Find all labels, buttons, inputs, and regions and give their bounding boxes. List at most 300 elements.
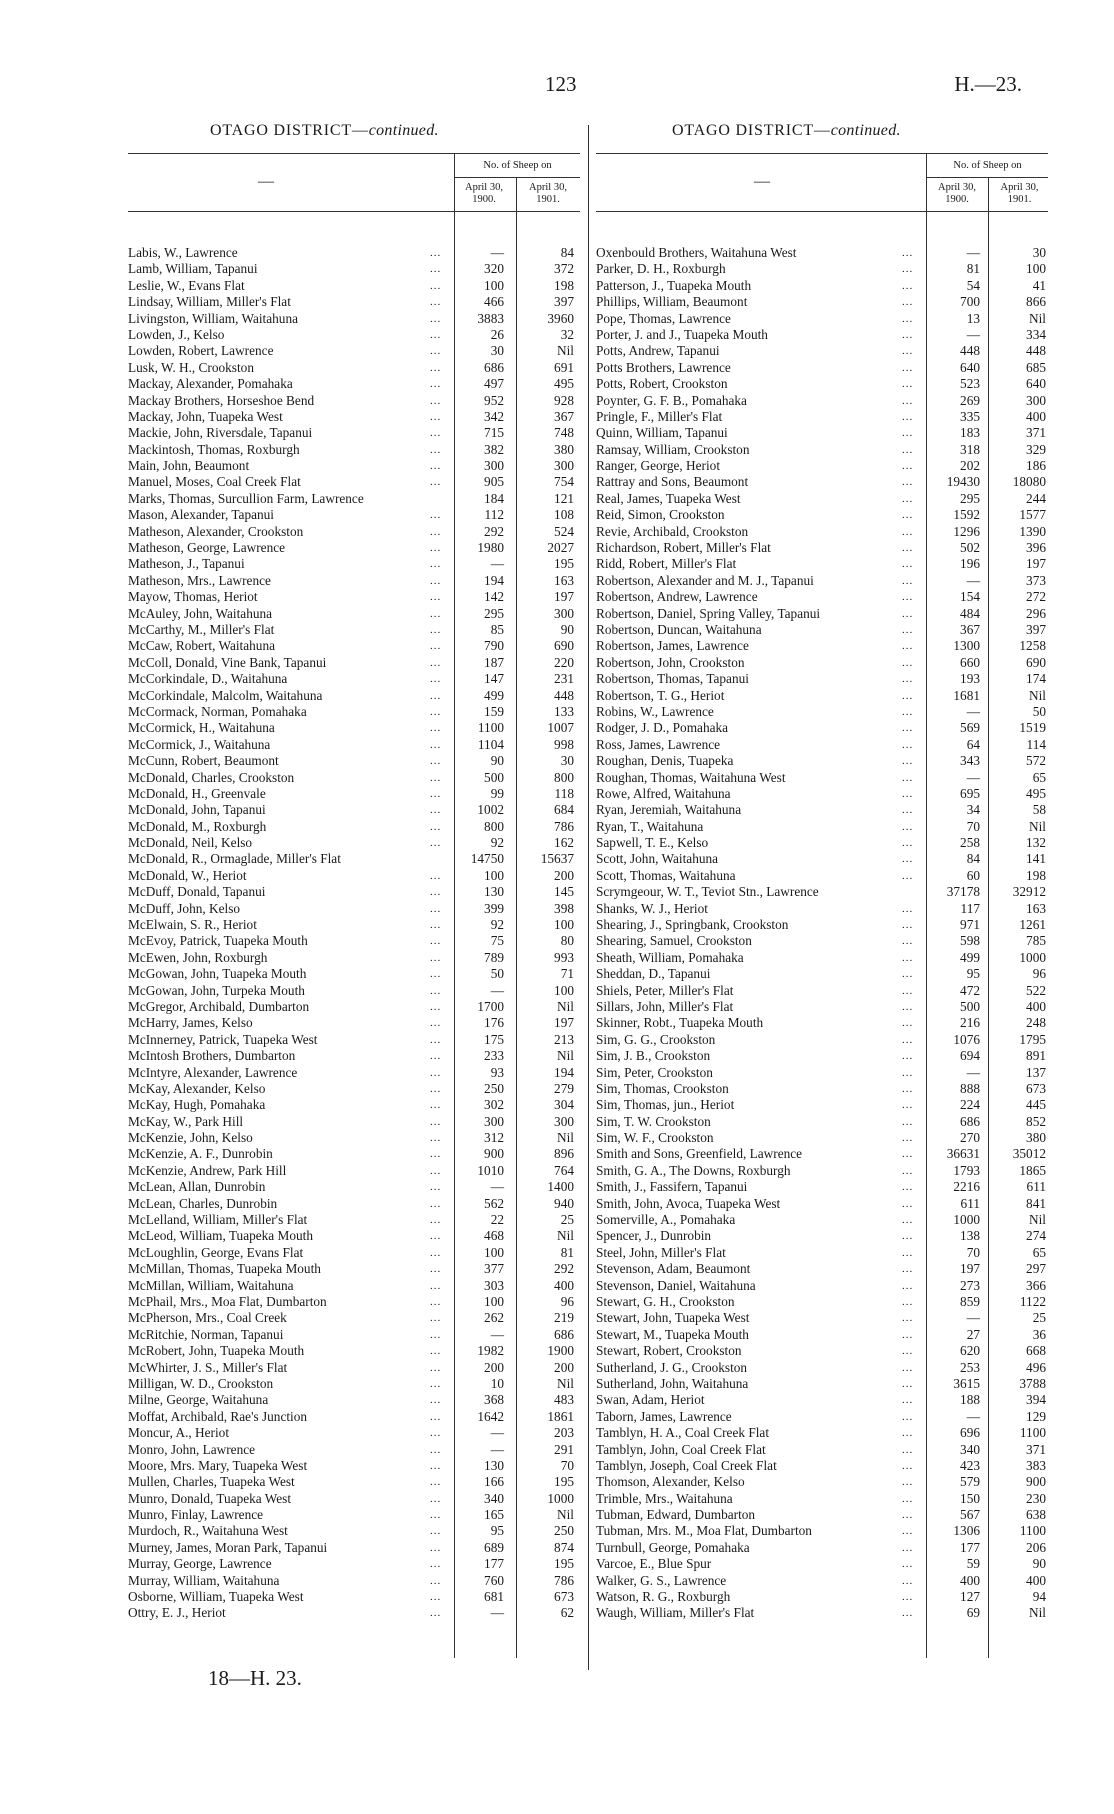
owner-name: McDonald, Charles, Crookston	[128, 769, 295, 785]
sheep-1901-value: 163	[1026, 900, 1046, 916]
owner-name: Monro, John, Lawrence	[128, 1441, 256, 1457]
sheep-1901-value: 397	[1026, 621, 1046, 637]
leader-dots: ...	[902, 853, 914, 866]
name-column-header: —	[258, 173, 274, 190]
leader-dots: ...	[430, 1525, 442, 1538]
leader-dots: ...	[430, 1033, 442, 1046]
owner-name: Lowden, J., Kelso	[128, 326, 225, 342]
sheep-1901-value: 764	[554, 1162, 574, 1178]
leader-dots: ...	[902, 492, 914, 505]
owner-name: Pringle, F., Miller's Flat	[596, 408, 723, 424]
sheep-1900-value: 567	[960, 1507, 980, 1523]
owner-name: McElwain, S. R., Heriot	[128, 917, 257, 933]
sheep-1900-value: 202	[960, 458, 980, 474]
owner-name: Lowden, Robert, Lawrence	[128, 343, 274, 359]
sheep-1900-value: 598	[960, 933, 980, 949]
owner-name: Richardson, Robert, Miller's Flat	[596, 540, 771, 556]
owner-name: Sim, Thomas, Crookston	[596, 1080, 729, 1096]
leader-dots: ...	[902, 1296, 914, 1308]
sheep-1901-value: Nil	[557, 1130, 574, 1146]
owner-name: Lindsay, William, Miller's Flat	[128, 294, 291, 310]
owner-name: McDuff, John, Kelso	[128, 900, 241, 916]
sheep-1901-value: 195	[554, 1556, 574, 1572]
owner-name: Moncur, A., Heriot	[128, 1425, 230, 1441]
leader-dots: ...	[902, 1607, 914, 1620]
sheep-1901-value: 640	[1026, 376, 1046, 392]
sheep-1900-value: 579	[960, 1474, 980, 1490]
sheep-1901-value: 673	[554, 1589, 574, 1605]
leader-dots: ...	[902, 509, 914, 522]
leader-dots: ...	[430, 705, 442, 718]
owner-name: Shiels, Peter, Miller's Flat	[596, 982, 734, 998]
sheep-1900-value: 900	[484, 1146, 504, 1162]
leader-dots: ...	[902, 410, 914, 423]
owner-name: McKay, Hugh, Pomahaka	[128, 1097, 266, 1113]
right-district-title	[672, 122, 901, 140]
owner-name: Ottry, E. J., Heriot	[128, 1605, 226, 1621]
leader-dots: ...	[902, 312, 914, 325]
leader-dots: ...	[430, 689, 442, 702]
leader-dots: ...	[430, 1082, 442, 1095]
owner-name: Murney, James, Moran Park, Tapanui	[128, 1539, 328, 1555]
sheep-1901-value: 3788	[1019, 1375, 1046, 1391]
owner-name: Tubman, Edward, Dumbarton	[596, 1507, 756, 1523]
sheep-1900-value: 340	[484, 1490, 504, 1506]
sheep-1900-value: 34	[966, 802, 980, 818]
sheep-1900-value: 399	[484, 900, 504, 916]
sheep-1900-value: 177	[960, 1539, 980, 1555]
sheep-1900-value: —	[966, 769, 980, 785]
leader-dots: ...	[430, 951, 442, 964]
leader-dots: ...	[430, 1164, 442, 1177]
sheep-1901-value: 900	[1026, 1474, 1046, 1490]
sheep-1900-value: 367	[960, 621, 980, 637]
sheep-1900-value: 50	[490, 966, 504, 982]
sheep-1901-value: 206	[1026, 1539, 1046, 1555]
sheep-1900-value: 64	[966, 736, 980, 752]
leader-dots: ...	[430, 837, 442, 850]
leader-dots: ...	[430, 1574, 442, 1587]
sheep-1901-value: 1000	[1019, 949, 1046, 965]
column-rule	[988, 177, 989, 1658]
owner-name: McCarthy, M., Miller's Flat	[128, 621, 275, 637]
leader-dots: ...	[902, 1377, 914, 1390]
owner-name: Sim, T. W. Crookston	[596, 1113, 711, 1129]
sheep-1901-value: 163	[554, 572, 574, 588]
sheep-1901-value: 373	[1026, 572, 1046, 588]
leader-dots: ...	[902, 787, 914, 800]
owner-name: Smith, J., Fassifern, Tapanui	[596, 1179, 748, 1195]
sheep-1901-value: 1795	[1019, 1031, 1046, 1047]
sheep-1901-value: 383	[1026, 1457, 1046, 1473]
column-rule	[926, 153, 927, 1658]
sheep-1900-value: —	[966, 1408, 980, 1424]
owner-name: Porter, J. and J., Tuapeka Mouth	[596, 326, 768, 342]
sheep-1901-value: 786	[554, 818, 574, 834]
owner-name: Stewart, G. H., Crookston	[596, 1294, 735, 1309]
sheep-1901-value: 366	[1026, 1277, 1046, 1293]
leader-dots: ...	[902, 525, 914, 538]
sheep-1900-value: 258	[960, 835, 980, 851]
sheep-1901-value: 96	[560, 1294, 574, 1309]
sheep-1900-value: 660	[960, 654, 980, 670]
sheep-1900-value: 100	[484, 1294, 504, 1309]
owner-name: Murdoch, R., Waitahuna West	[128, 1523, 288, 1539]
owner-name: Stewart, Robert, Crookston	[596, 1343, 742, 1359]
owner-name: McMillan, Thomas, Tuapeka Mouth	[128, 1261, 321, 1277]
owner-name: Roughan, Denis, Tuapeka	[596, 753, 734, 769]
leader-dots: ...	[902, 1017, 914, 1030]
sheep-1900-value: 1592	[953, 507, 980, 523]
leader-dots: ...	[902, 951, 914, 964]
sheep-1900-value: —	[966, 703, 980, 719]
sheep-1900-value: 93	[490, 1064, 504, 1080]
right-table	[596, 153, 1048, 1653]
leader-dots: ...	[430, 869, 442, 882]
sheep-1901-value: 195	[554, 556, 574, 572]
leader-dots: ...	[902, 1509, 914, 1522]
sheep-1900-value: 127	[960, 1589, 980, 1605]
owner-name: Sheath, William, Pomahaka	[596, 949, 744, 965]
leader-dots: ...	[902, 361, 914, 374]
sheep-1901-value: 691	[554, 359, 574, 375]
owner-name: Rodger, J. D., Pomahaka	[596, 720, 729, 736]
sheep-1900-value: 312	[484, 1130, 504, 1146]
sheep-1901-value: 673	[1026, 1080, 1046, 1096]
owner-name: McDonald, Neil, Kelso	[128, 835, 253, 851]
owner-name: McCormack, Norman, Pomahaka	[128, 703, 307, 719]
leader-dots: ...	[902, 1050, 914, 1063]
leader-dots: ...	[430, 443, 442, 456]
owner-name: McCormick, J., Waitahuna	[128, 736, 271, 752]
sheep-1901-value: 145	[554, 884, 574, 900]
owner-name: McCorkindale, D., Waitahuna	[128, 671, 288, 687]
sheep-1901-value: 748	[554, 425, 574, 441]
sheep-1900-value: 270	[960, 1130, 980, 1146]
sheep-1900-value: 184	[484, 490, 504, 506]
owner-name: Munro, Finlay, Lawrence	[128, 1507, 264, 1523]
owner-name: Robertson, John, Crookston	[596, 654, 745, 670]
sheep-1900-value: 37178	[946, 884, 980, 900]
leader-dots: ...	[430, 1050, 442, 1063]
sheep-1900-value: 30	[490, 343, 504, 359]
leader-dots: ...	[902, 443, 914, 456]
sheep-1900-value: 262	[484, 1310, 504, 1326]
leader-dots: ...	[902, 968, 914, 981]
sheep-1901-value: 133	[554, 703, 574, 719]
sheep-1901-value: 1007	[547, 720, 574, 736]
sheep-1901-value: 65	[1032, 769, 1046, 785]
sheep-1900-value: 166	[484, 1474, 504, 1490]
year-1900-header: April 30, 1900.	[938, 182, 976, 205]
leader-dots: ...	[430, 1148, 442, 1161]
sheep-1900-value: 320	[484, 261, 504, 277]
sheep-1901-value: 62	[560, 1605, 574, 1621]
owner-name: Leslie, W., Evans Flat	[128, 277, 245, 293]
sheep-1900-value: 216	[960, 1015, 980, 1031]
owner-name: Robertson, Andrew, Lawrence	[596, 589, 758, 605]
owner-name: Sim, G. G., Crookston	[596, 1031, 716, 1047]
sheep-1900-value: 84	[966, 851, 980, 867]
header-bottom-rule	[596, 211, 1048, 212]
owner-name: Rattray and Sons, Beaumont	[596, 474, 749, 490]
sheep-1900-value: —	[490, 1425, 504, 1441]
owner-name: McDonald, M., Roxburgh	[128, 818, 267, 834]
sheep-1901-value: Nil	[1029, 818, 1046, 834]
sheep-1901-value: 380	[1026, 1130, 1046, 1146]
owner-name: Ryan, Jeremiah, Waitahuna	[596, 802, 742, 818]
owner-name: Steel, John, Miller's Flat	[596, 1244, 726, 1260]
sheep-1900-value: —	[490, 1179, 504, 1195]
sheep-1900-value: 694	[960, 1048, 980, 1064]
sheep-1901-value: 371	[1026, 1441, 1046, 1457]
owner-name: Thomson, Alexander, Kelso	[596, 1474, 745, 1490]
sheep-1900-value: 90	[490, 753, 504, 769]
owner-name: Parker, D. H., Roxburgh	[596, 261, 726, 277]
sheep-1901-value: 638	[1026, 1507, 1046, 1523]
sheep-1901-value: 398	[554, 900, 574, 916]
leader-dots: ...	[430, 755, 442, 768]
leader-dots: ...	[902, 722, 914, 735]
sheep-1901-value: Nil	[557, 1048, 574, 1064]
continued-label: continued.	[368, 122, 439, 139]
sheep-1900-value: 368	[484, 1392, 504, 1408]
sheep-1901-value: 121	[554, 490, 574, 506]
leader-dots: ...	[902, 1427, 914, 1440]
sheep-1900-value: —	[490, 245, 504, 260]
owner-name: Milne, George, Waitahuna	[128, 1392, 269, 1408]
sheep-1900-value: 165	[484, 1507, 504, 1523]
leader-dots: ...	[902, 623, 914, 636]
sheep-1901-value: 800	[554, 769, 574, 785]
sheep-1900-value: 859	[960, 1294, 980, 1309]
leader-dots: ...	[430, 738, 442, 751]
leader-dots: ...	[430, 1377, 442, 1390]
leader-dots: ...	[902, 427, 914, 440]
sheep-1901-value: Nil	[557, 1375, 574, 1391]
sheep-1900-value: 3615	[953, 1375, 980, 1391]
sheep-1900-value: —	[966, 326, 980, 342]
owner-name: Robertson, Duncan, Waitahuna	[596, 621, 762, 637]
sheep-1901-value: 866	[1026, 294, 1046, 310]
sheep-1901-value: 213	[554, 1031, 574, 1047]
sheep-1900-value: 2216	[953, 1179, 980, 1195]
column-rule	[516, 177, 517, 1658]
owner-name: Potts, Andrew, Tapanui	[596, 343, 720, 359]
sheep-1901-value: 1390	[1019, 523, 1046, 539]
left-district-title	[210, 122, 439, 140]
sheep-1901-value: 129	[1026, 1408, 1046, 1424]
sheep-1901-value: 400	[1026, 1572, 1046, 1588]
leader-dots: ...	[430, 1443, 442, 1456]
sheep-1901-value: 394	[1026, 1392, 1046, 1408]
sheep-1901-value: 244	[1026, 490, 1046, 506]
sheep-1900-value: 466	[484, 294, 504, 310]
table-top-rule	[128, 153, 580, 154]
sheep-1900-value: 183	[960, 425, 980, 441]
leader-dots: ...	[430, 1066, 442, 1079]
owner-name: Swan, Adam, Heriot	[596, 1392, 705, 1408]
sheep-1901-value: 400	[1026, 998, 1046, 1014]
leader-dots: ...	[430, 1427, 442, 1440]
sheep-1900-value: 620	[960, 1343, 980, 1359]
sheep-1900-value: 700	[960, 294, 980, 310]
sheep-1901-value: 230	[1026, 1490, 1046, 1506]
column-divider	[588, 125, 589, 1670]
leader-dots: ...	[430, 1230, 442, 1243]
leader-dots: ...	[430, 1361, 442, 1374]
leader-dots: ...	[430, 656, 442, 669]
sheep-1900-value: —	[966, 245, 980, 260]
leader-dots: ...	[430, 1476, 442, 1489]
sheep-1900-value: 292	[484, 523, 504, 539]
owner-name: McDuff, Donald, Tapanui	[128, 884, 266, 900]
owner-name: Ramsay, William, Crookston	[596, 441, 750, 457]
sheep-1901-value: 200	[554, 867, 574, 883]
sheep-1901-value: 329	[1026, 441, 1046, 457]
leader-dots: ...	[902, 460, 914, 473]
sheep-1901-value: 137	[1026, 1064, 1046, 1080]
sheep-1901-value: 874	[554, 1539, 574, 1555]
sheep-1901-value: 1861	[547, 1408, 574, 1424]
owner-name: McDonald, R., Ormaglade, Miller's Flat	[128, 851, 341, 867]
header-rule	[926, 177, 1048, 178]
sheep-1900-value: 681	[484, 1589, 504, 1605]
owner-name: Roughan, Thomas, Waitahuna West	[596, 769, 786, 785]
sheep-1901-value: 448	[554, 687, 574, 703]
leader-dots: ...	[430, 328, 442, 341]
sheep-1900-value: 100	[484, 1244, 504, 1260]
owner-name: Waugh, William, Miller's Flat	[596, 1605, 755, 1621]
sheep-1900-value: 175	[484, 1031, 504, 1047]
owner-name: Reid, Simon, Crookston	[596, 507, 725, 523]
owner-name: Matheson, Alexander, Crookston	[128, 523, 304, 539]
sheep-1900-value: 70	[966, 818, 980, 834]
owner-name: Watson, R. G., Roxburgh	[596, 1589, 731, 1605]
sheep-1901-value: 231	[554, 671, 574, 687]
owner-name: McIntosh Brothers, Dumbarton	[128, 1048, 296, 1064]
owner-name: Potts, Robert, Crookston	[596, 376, 728, 392]
leader-dots: ...	[902, 1132, 914, 1145]
sheep-1901-value: 250	[554, 1523, 574, 1539]
sheep-1901-value: 690	[554, 638, 574, 654]
leader-dots: ...	[902, 1459, 914, 1472]
leader-dots: ...	[902, 1164, 914, 1177]
sheep-1900-value: 177	[484, 1556, 504, 1572]
owner-name: McCunn, Robert, Beaumont	[128, 753, 279, 769]
leader-dots: ...	[902, 837, 914, 850]
owner-name: McHarry, James, Kelso	[128, 1015, 253, 1031]
sheep-1900-value: 952	[484, 392, 504, 408]
leader-dots: ...	[430, 640, 442, 653]
sheep-1901-value: 2027	[547, 540, 574, 556]
owner-name: Robertson, Daniel, Spring Valley, Tapanui	[596, 605, 821, 621]
owner-name: Pope, Thomas, Lawrence	[596, 310, 731, 326]
sheep-1900-value: 253	[960, 1359, 980, 1375]
sheep-1901-value: 852	[1026, 1113, 1046, 1129]
leader-dots: ...	[430, 1328, 442, 1341]
owner-name: Lamb, William, Tapanui	[128, 261, 258, 277]
year-1901-header: April 30, 1901.	[1000, 182, 1039, 205]
owner-name: McWhirter, J. S., Miller's Flat	[128, 1359, 288, 1375]
owner-name: Ryan, T., Waitahuna	[596, 818, 704, 834]
sheep-1900-value: 54	[966, 277, 980, 293]
sheep-1900-value: 303	[484, 1277, 504, 1293]
sheep-1900-value: 499	[484, 687, 504, 703]
sheep-1900-value: 92	[490, 917, 504, 933]
leader-dots: ...	[902, 1099, 914, 1112]
leader-dots: ...	[430, 361, 442, 374]
sheep-1900-value: 1104	[477, 736, 504, 752]
owner-name: Matheson, J., Tapanui	[128, 556, 245, 572]
leader-dots: ...	[902, 1443, 914, 1456]
header-rule	[454, 177, 580, 178]
sheep-1901-value: 198	[1026, 867, 1046, 883]
owner-name: Mackay, Alexander, Pomahaka	[128, 376, 293, 392]
sheep-1901-value: Nil	[1029, 1212, 1046, 1228]
sheep-1901-value: 84	[560, 245, 574, 260]
leader-dots: ...	[430, 574, 442, 587]
sheep-1900-value: 1306	[953, 1523, 980, 1539]
sheep-1901-value: 690	[1026, 654, 1046, 670]
page-number: 123	[545, 72, 577, 96]
sheep-1901-value: 367	[554, 408, 574, 424]
sheep-1900-value: 269	[960, 392, 980, 408]
sheep-1901-value: 300	[554, 1113, 574, 1129]
leader-dots: ...	[902, 574, 914, 587]
leader-dots: ...	[430, 542, 442, 555]
leader-dots: ...	[430, 1509, 442, 1522]
owner-name: Mackay, John, Tuapeka West	[128, 408, 283, 424]
leader-dots: ...	[902, 279, 914, 292]
leader-dots: ...	[430, 1558, 442, 1571]
owner-name: McDonald, H., Greenvale	[128, 785, 266, 801]
sheep-1901-value: 1865	[1019, 1162, 1046, 1178]
owner-name: McKenzie, A. F., Dunrobin	[128, 1146, 273, 1162]
sheep-1901-value: 118	[554, 785, 574, 801]
owner-name: Walker, G. S., Lawrence	[596, 1572, 727, 1588]
owner-name: Moore, Mrs. Mary, Tuapeka West	[128, 1457, 308, 1473]
sheep-1900-value: 472	[960, 982, 980, 998]
sheep-1900-value: 22	[490, 1212, 504, 1228]
sheep-1900-value: 484	[960, 605, 980, 621]
owner-name: Robins, W., Lawrence	[596, 703, 714, 719]
sheep-1900-value: 26	[490, 326, 504, 342]
owner-name: McCorkindale, Malcolm, Waitahuna	[128, 687, 323, 703]
sheep-1901-value: 32912	[1012, 884, 1046, 900]
leader-dots: ...	[902, 705, 914, 718]
sheep-1901-value: 896	[554, 1146, 574, 1162]
owner-name: Sapwell, T. E., Kelso	[596, 835, 709, 851]
leader-dots: ...	[430, 1492, 442, 1505]
owner-name: McAuley, John, Waitahuna	[128, 605, 273, 621]
sheep-1901-value: 32	[560, 326, 574, 342]
sheep-1900-value: 70	[966, 1244, 980, 1260]
sheep-1901-value: 611	[1026, 1179, 1046, 1195]
sheep-1900-value: 100	[484, 277, 504, 293]
owner-name: Real, James, Tuapeka West	[596, 490, 741, 506]
leader-dots: ...	[430, 886, 442, 899]
sheep-1900-value: 1296	[953, 523, 980, 539]
leader-dots: ...	[902, 394, 914, 407]
owner-name: McPherson, Mrs., Coal Creek	[128, 1310, 287, 1326]
sheep-1900-value: 196	[960, 556, 980, 572]
leader-dots: ...	[902, 1312, 914, 1325]
owner-name: McEvoy, Patrick, Tuapeka Mouth	[128, 933, 308, 949]
leader-dots: ...	[430, 1312, 442, 1325]
sheep-1901-value: Nil	[557, 1507, 574, 1523]
sheep-1900-value: 159	[484, 703, 504, 719]
